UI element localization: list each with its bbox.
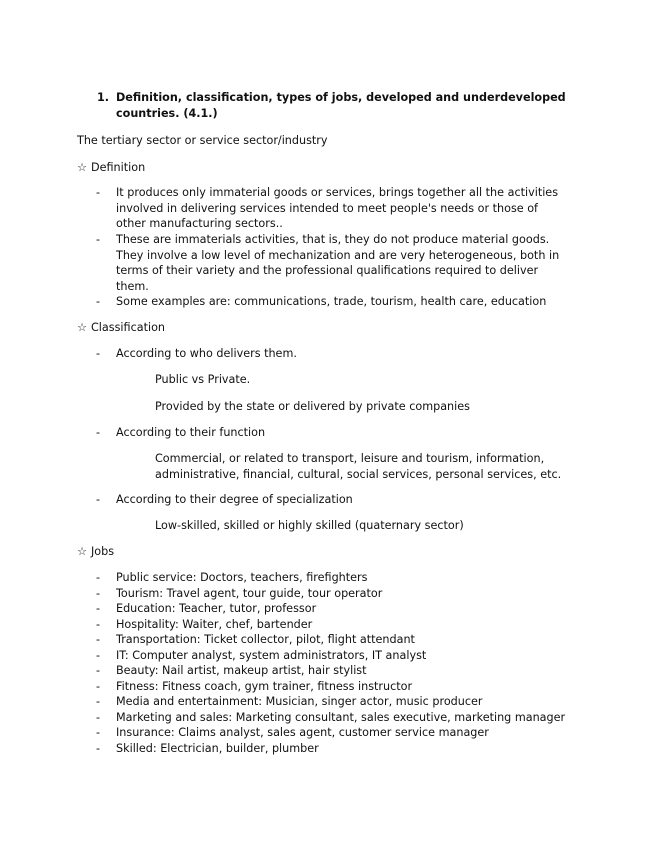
jobs-list-item: Transportation: Ticket collector, pilot, flight attendant (116, 633, 415, 646)
classification-item-label: According to their function (116, 426, 266, 439)
bullet-dash: - (96, 586, 101, 600)
classification-detail-line: Provided by the state or delivered by private companies (155, 400, 470, 413)
jobs-list-item: Hospitality: Waiter, chef, bartender (116, 617, 313, 631)
definition-title: Definition (91, 161, 146, 174)
jobs-list-item: Fitness: Fitness coach, gym trainer, fitness instructor (116, 679, 413, 693)
bullet-dash: - (96, 726, 101, 739)
star-icon: ☆ (77, 161, 88, 174)
classification-detail-line: administrative, financial, cultural, social services, personal services, etc. (155, 467, 562, 481)
bullet-dash: - (96, 633, 101, 646)
definition-bullet-line: They involve a low level of mechanization and are very heterogeneous, both in (116, 248, 560, 262)
jobs-title: Jobs (91, 545, 115, 558)
definition-heading (77, 160, 145, 176)
heading-number: 1. (97, 91, 110, 104)
heading-line-1: Definition, classification, types of jobs, developed and underdeveloped (116, 91, 566, 104)
bullet-dash: - (96, 741, 101, 755)
jobs-list-item: Beauty: Nail artist, makeup artist, hair stylist (116, 664, 367, 677)
jobs-list-item: IT: Computer analyst, system administrators, IT analyst (116, 648, 427, 662)
jobs-list-item: Tourism: Travel agent, tour guide, tour operator (116, 586, 383, 600)
bullet-dash: - (96, 664, 101, 677)
definition-bullet-line: Some examples are: communications, trade, tourism, health care, education (116, 295, 547, 308)
bullet-dash: - (96, 695, 101, 708)
bullet-dash: - (96, 648, 101, 662)
classification-item-label: According to their degree of specialization (116, 493, 353, 506)
classification-item-label: According to who delivers them. (116, 347, 297, 360)
classification-detail-line: Low-skilled, skilled or highly skilled (quaternary sector) (155, 519, 464, 532)
heading-line-2: countries. (4.1.) (116, 107, 218, 120)
definition-bullet-line: other manufacturing sectors.. (116, 217, 283, 231)
classification-detail-line: Commercial, or related to transport, leisure and tourism, information, (155, 452, 545, 465)
definition-bullet-line: them. (116, 279, 149, 293)
jobs-list-item: Marketing and sales: Marketing consultant, sales executive, marketing manager (116, 710, 566, 724)
jobs-list-item: Public service: Doctors, teachers, firefighters (116, 571, 368, 584)
bullet-dash: - (96, 493, 101, 506)
classification-detail-line: Public vs Private. (155, 373, 251, 386)
bullet-dash: - (96, 186, 101, 199)
bullet-dash: - (96, 426, 101, 439)
jobs-list-item: Skilled: Electrician, builder, plumber (116, 741, 319, 755)
bullet-dash: - (96, 710, 101, 724)
jobs-list-item: Media and entertainment: Musician, singer actor, music producer (116, 695, 483, 708)
star-icon: ☆ (77, 321, 88, 334)
bullet-dash: - (96, 602, 101, 615)
star-icon: ☆ (77, 545, 88, 558)
bullet-dash: - (96, 617, 101, 631)
definition-bullet-line: These are immaterials activities, that is, they do not produce material goods. (116, 233, 550, 246)
bullet-dash: - (96, 233, 101, 246)
bullet-dash: - (96, 347, 101, 360)
jobs-heading (77, 544, 114, 560)
bullet-dash: - (96, 571, 101, 584)
jobs-list-item: Education: Teacher, tutor, professor (116, 602, 317, 615)
bullet-dash: - (96, 679, 101, 693)
intro-text: The tertiary sector or service sector/industry (77, 134, 328, 147)
definition-bullet-line: involved in delivering services intended to meet people's needs or those of (116, 201, 539, 215)
jobs-list-item: Insurance: Claims analyst, sales agent, customer service manager (116, 726, 489, 739)
classification-heading (77, 320, 165, 336)
classification-title: Classification (91, 321, 166, 334)
definition-bullet-line: It produces only immaterial goods or services, brings together all the activities (116, 186, 559, 199)
definition-bullet-line: terms of their variety and the professional qualifications required to deliver (116, 264, 539, 278)
bullet-dash: - (96, 295, 101, 308)
